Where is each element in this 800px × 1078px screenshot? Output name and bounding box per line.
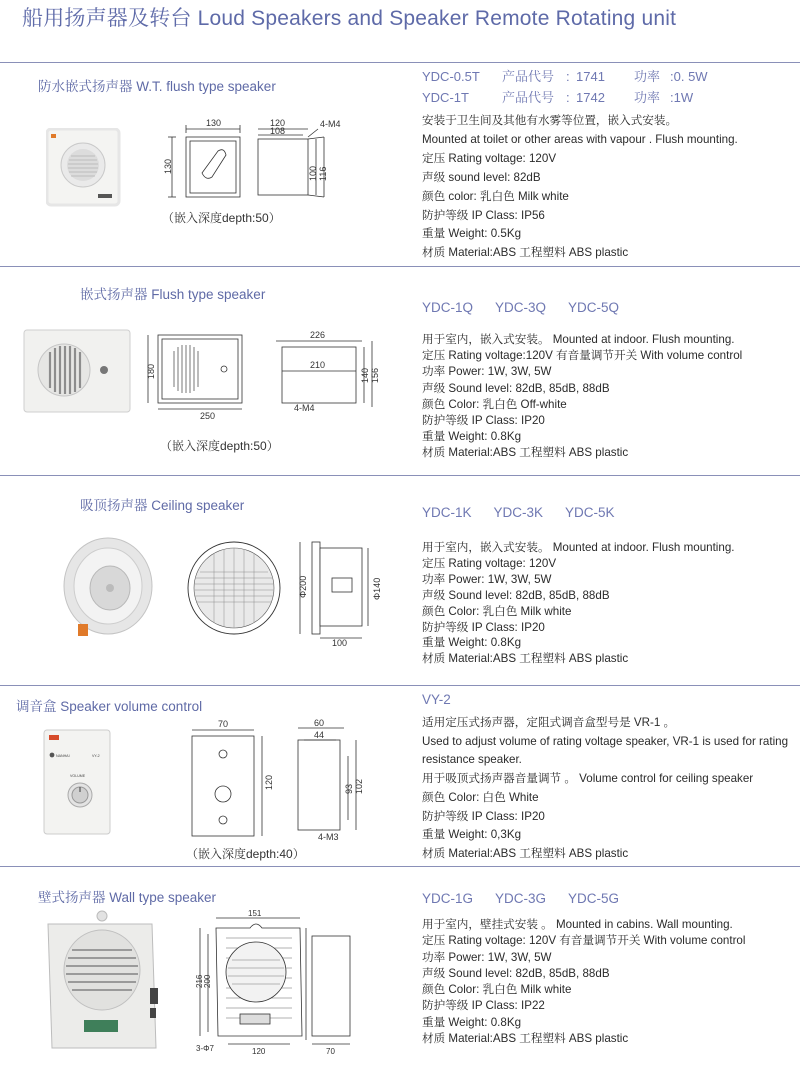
dim-height: 180	[146, 363, 156, 379]
section-title-ceiling: 吸顶扬声器 Ceiling speaker	[80, 498, 245, 513]
spec-line: 声级 sound level: 82dB	[422, 170, 541, 184]
spec-line: 颜色 Color: 白色 White	[422, 790, 539, 804]
spec-line: 颜色 Color: 乳白色 Off-white	[422, 397, 567, 411]
section-title-wt-flush: 防水嵌式扬声器 W.T. flush type speaker	[38, 79, 276, 94]
spec-line: 重量 Weight: 0.5Kg	[422, 227, 522, 241]
ceiling-speaker-photo	[58, 528, 154, 644]
spec-line: 定压 Rating voltage: 120V 有音量调节开关 With volume control	[422, 934, 746, 948]
dim-c: 93	[344, 783, 354, 794]
model-name: YDC-0.5T	[422, 69, 480, 84]
dim-b: 210	[310, 360, 326, 370]
dim-a: 60	[314, 718, 325, 728]
spec-line: 防护等级 IP Class: IP56	[422, 208, 545, 222]
spec-line: 防护等级 IP Class: IP22	[422, 999, 545, 1013]
spec-line: 用于室内，嵌入式安装。 Mounted at indoor. Flush mounting.	[422, 541, 735, 554]
spec-line: 材质 Material:ABS 工程塑料 ABS plastic	[422, 846, 629, 860]
spec-line: 功率 Power: 1W, 3W, 5W	[422, 365, 552, 379]
model-list	[422, 692, 473, 707]
spec-list	[422, 540, 735, 667]
spec-line: 材质 Material:ABS 工程塑料 ABS plastic	[422, 652, 629, 666]
spec-line: 声级 Sound level: 82dB, 85dB, 88dB	[422, 588, 610, 602]
model-name: VY-2	[422, 692, 451, 707]
model-name: YDC-1K	[422, 505, 472, 520]
model-name: YDC-5K	[565, 505, 615, 520]
spec-line: 防护等级 IP Class: IP20	[422, 414, 545, 428]
spec-line: 防护等级 IP Class: IP20	[422, 620, 545, 634]
product-code: 1742	[576, 90, 605, 105]
spec-line: 安装于卫生间及其他有水雾等位置，嵌入式安装。	[422, 114, 678, 127]
flush-speaker-photo	[22, 328, 132, 414]
divider	[0, 62, 800, 63]
spec-line: 防护等级 IP Class: IP20	[422, 809, 545, 823]
model-name: YDC-3G	[495, 891, 547, 906]
dim-depth: 100	[332, 638, 348, 648]
dim-diameter-outer: Φ200	[298, 575, 308, 598]
device-model: VY-2	[92, 754, 100, 758]
spec-line: 材质 Material:ABS 工程塑料 ABS plastic	[422, 246, 629, 260]
wall-speaker-drawing	[190, 908, 360, 1058]
wall-speaker-photo	[42, 908, 168, 1058]
depth-note: （嵌入深度depth:50）	[162, 211, 281, 225]
spec-line: 用于室内，嵌入式安装。 Mounted at indoor. Flush mounting.	[422, 333, 735, 346]
dim-width: 250	[200, 411, 216, 421]
spec-line: 重量 Weight: 0,3Kg	[422, 828, 522, 842]
spec-line: 重量 Weight: 0.8Kg	[422, 430, 522, 444]
device-brand: NANHAI	[56, 754, 70, 758]
depth-note: （嵌入深度depth:50）	[160, 439, 279, 453]
model-line: YDC-0.5T 产品代号 : 1741 功率 :0. 5W	[422, 66, 708, 85]
dim-width: 70	[218, 719, 229, 729]
wt-speaker-photo	[46, 128, 122, 208]
spec-line: 颜色 color: 乳白色 Milk white	[422, 189, 569, 203]
dim-b: 108	[270, 126, 286, 136]
power-label: 功率	[634, 69, 661, 84]
spec-line: 颜色 Color: 乳白色 Milk white	[422, 604, 572, 618]
depth-note: （嵌入深度depth:40）	[186, 847, 305, 861]
dim-b: 120	[252, 1047, 266, 1056]
model-name: YDC-1Q	[422, 300, 474, 315]
divider	[0, 685, 800, 686]
spec-line: 功率 Power: 1W, 3W, 5W	[422, 950, 552, 964]
section-title-volume: 调音盒 Speaker volume control	[16, 699, 203, 714]
model-list	[422, 300, 641, 315]
dim-d: 102	[354, 778, 364, 794]
spec-line: 定压 Rating voltage:120V 有音量调节开关 With volume control	[422, 349, 743, 363]
product-code: 1741	[576, 69, 605, 84]
dim-diameter-inner: Φ140	[372, 577, 382, 600]
spec-list	[422, 112, 738, 263]
divider	[0, 866, 800, 867]
spec-line: Mounted at toilet or other areas with vapour . Flush mounting.	[422, 132, 738, 146]
spec-line: Used to adjust volume of rating voltage speaker, VR-1 is used for rating	[422, 734, 789, 748]
dim-width: 130	[206, 118, 222, 128]
spec-line: 用于室内，壁挂式安装 。 Mounted in cabins. Wall mounting.	[422, 918, 733, 931]
spec-line: 重量 Weight: 0.8Kg	[422, 636, 522, 650]
dim-screw: 4-M3	[318, 832, 339, 842]
code-label: 产品代号	[502, 69, 555, 84]
ceiling-speaker-drawing	[182, 538, 382, 648]
spec-line: 重量 Weight: 0.8Kg	[422, 1015, 522, 1029]
spec-line: 颜色 Color: 乳白色 Milk white	[422, 983, 572, 997]
spec-list	[422, 332, 742, 462]
power-value: :0. 5W	[670, 69, 708, 84]
divider	[0, 475, 800, 476]
model-name: YDC-1G	[422, 891, 474, 906]
spec-line: 用于吸顶式扬声器音量调节 。 Volume control for ceiling speaker	[422, 772, 754, 786]
spec-line: resistance speaker.	[422, 753, 522, 767]
dim-a: 226	[310, 330, 326, 340]
section-title-wall: 壁式扬声器 Wall type speaker	[38, 890, 217, 905]
spec-list	[422, 917, 745, 1047]
spec-line: 适用定压式扬声器，定阻式调音盒型号是 VR-1 。	[422, 716, 676, 729]
power-value: :1W	[670, 90, 694, 105]
spec-line: 材质 Material:ABS 工程塑料 ABS plastic	[422, 446, 629, 460]
model-list	[422, 505, 637, 520]
spec-line: 定压 Rating voltage: 120V	[422, 556, 557, 570]
power-label: 功率	[634, 90, 661, 105]
section-title-flush: 嵌式扬声器 Flush type speaker	[80, 287, 266, 302]
spec-line: 材质 Material:ABS 工程塑料 ABS plastic	[422, 1032, 629, 1046]
dim-c: 140	[360, 367, 370, 383]
dim-height: 120	[264, 774, 274, 790]
spec-line: 声级 Sound level: 82dB, 85dB, 88dB	[422, 381, 610, 395]
page-title: 船用扬声器及转台 Loud Speakers and Speaker Remote Rotating unit	[22, 7, 677, 30]
volume-box-drawing	[176, 716, 376, 846]
spec-line: 声级 Sound level: 82dB, 85dB, 88dB	[422, 966, 610, 980]
model-line: YDC-1T 产品代号 : 1742 功率 :1W	[422, 87, 693, 106]
spec-line: 定压 Rating voltage: 120V	[422, 151, 557, 165]
dim-hole: 3-Φ7	[196, 1044, 214, 1053]
dim-height: 130	[163, 158, 173, 174]
dim-d: 156	[370, 367, 380, 383]
dim-c: 100	[308, 165, 318, 181]
model-list	[422, 891, 641, 906]
model-name: YDC-1T	[422, 90, 469, 105]
dim-screw: 4-M4	[320, 119, 341, 129]
device-knob-label: VOLUME	[70, 774, 86, 778]
dim-a: 120	[270, 118, 286, 128]
spec-line: 功率 Power: 1W, 3W, 5W	[422, 572, 552, 586]
dim-h1: 216	[195, 974, 204, 988]
dim-width: 151	[248, 909, 262, 918]
model-name: YDC-3Q	[495, 300, 547, 315]
dim-c: 70	[326, 1047, 335, 1056]
dim-b: 44	[314, 730, 325, 740]
dim-screw: 4-M4	[294, 403, 315, 413]
model-name: YDC-5G	[568, 891, 620, 906]
wt-speaker-drawing	[158, 115, 348, 215]
dim-h2: 200	[203, 974, 212, 988]
model-name: YDC-5Q	[568, 300, 620, 315]
volume-box-photo	[42, 728, 114, 838]
model-name: YDC-3K	[493, 505, 544, 520]
spec-list	[422, 714, 788, 864]
divider	[0, 266, 800, 267]
flush-speaker-drawing	[140, 325, 390, 425]
dim-d: 116	[318, 166, 328, 181]
code-label: 产品代号	[502, 90, 555, 105]
